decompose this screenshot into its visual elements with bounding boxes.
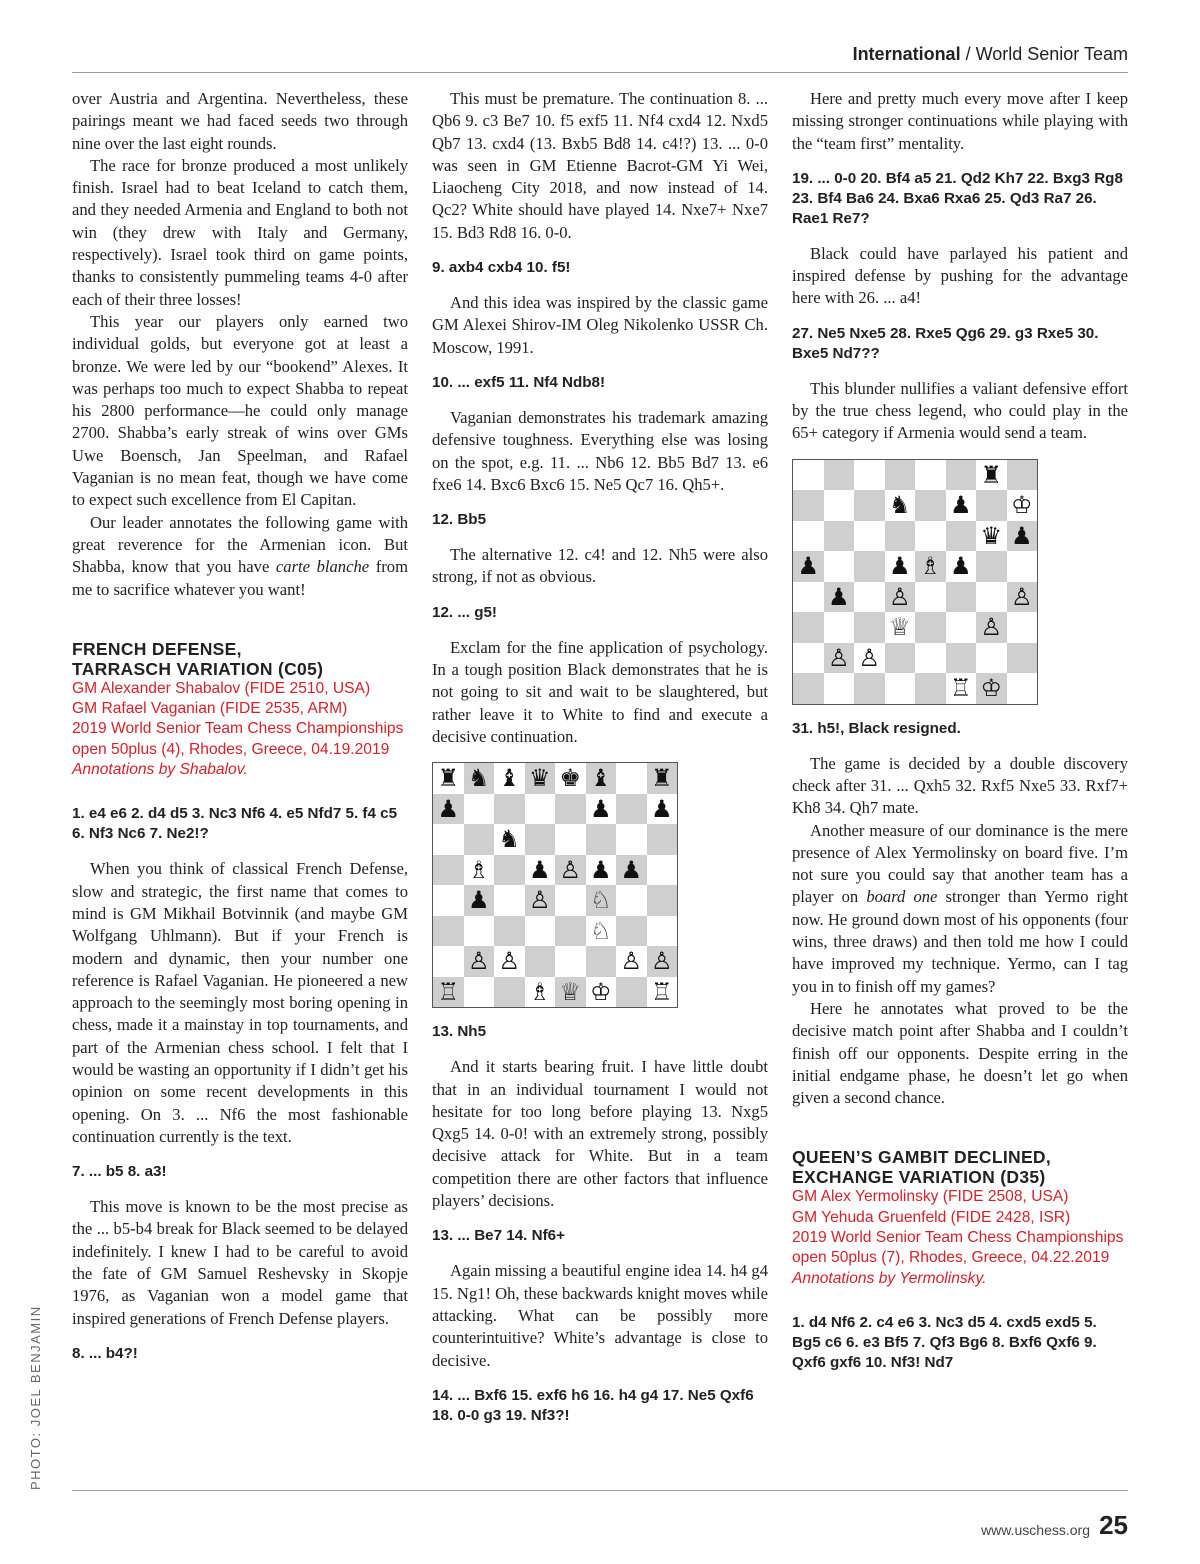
board-square — [915, 643, 946, 674]
board-square — [946, 490, 977, 521]
board-square — [885, 551, 916, 582]
board-square — [1007, 673, 1038, 704]
board-square — [976, 643, 1007, 674]
game1-annotator: Annotations by Shabalov. — [72, 761, 248, 779]
text-run: from me to sacrifice whatever you want! — [72, 557, 408, 599]
board-square — [976, 551, 1007, 582]
board-square — [494, 824, 525, 855]
board-square — [824, 582, 855, 613]
text-run: Our leader annotates the following game with great reverence for the Armenian icon. But Shabba, know that you have — [72, 512, 408, 577]
photo-credit: PHOTO: JOEL BENJAMIN — [28, 1305, 43, 1490]
board-square — [433, 916, 464, 947]
board-square — [854, 551, 885, 582]
chess-piece-icon: ♗ — [467, 855, 490, 884]
move-text: 19. ... 0-0 20. Bf4 a5 21. Qd2 Kh7 22. Bxg3 Rg8 23. Bf4 Ba6 24. Bxa6 Rxa6 25. Qd3 Ra7 26. Rae1 Re7? — [792, 169, 1123, 227]
board-square — [555, 916, 586, 947]
move-text: 13. Nh5 — [432, 1023, 487, 1041]
chess-piece-icon: ♟ — [797, 552, 819, 581]
board-square — [494, 946, 525, 977]
paragraph: Black could have parlayed his patient and inspired defense by pushing for the advantage here with 26. ... a4! — [792, 243, 1128, 308]
board-square — [555, 977, 586, 1008]
chess-piece-icon: ♕ — [559, 977, 581, 1006]
board-square — [433, 763, 464, 794]
chess-piece-icon: ♛ — [528, 764, 551, 793]
move-text: 27. Ne5 Nxe5 28. Rxe5 Qg6 29. g3 Rxe5 30. Bxe5 Nd7?? — [792, 324, 1099, 362]
board-square — [464, 763, 495, 794]
game1-title — [72, 639, 408, 679]
board-square — [525, 885, 556, 916]
header-separator: / — [960, 44, 976, 64]
board-square — [885, 643, 916, 674]
board-square — [946, 551, 977, 582]
paragraph: Again missing a beautiful engine idea 14. h4 g4 15. Ng1! Oh, these backwards knight moves while attacking. What can be possibly more counterintuitive? White’s advantage is close to decisive. — [432, 1261, 768, 1370]
move-text: 31. h5!, Black resigned. — [792, 719, 961, 737]
board-square — [915, 490, 946, 521]
board-square — [824, 643, 855, 674]
board-square — [464, 916, 495, 947]
paragraph: When you think of classical French Defense, slow and strategic, the first name that comes to mind is GM Mikhail Botvinnik (and maybe GM Wolfgang Uhlmann). But if your French is modern and dynamic, then your number one reference is Rafael Vaganian. He pioneered a new approach to the seemingly most boring opening in chess, made it a mainstay in top tournaments, and part of the Armenian chess school. I felt that I would be wasting an opportunity if I didn’t get his opinion on some recent developments in this opening. On 3. ... Nf6 the most fashionable continuation currently is the text. — [72, 859, 408, 1146]
game1-info — [72, 679, 408, 780]
chess-piece-icon: ♗ — [919, 552, 941, 581]
board-square — [1007, 582, 1038, 613]
board-square — [647, 824, 678, 855]
move-text: 12. ... g5! — [432, 603, 497, 621]
board-square — [1007, 612, 1038, 643]
chess-piece-icon: ♘ — [589, 916, 612, 945]
chess-piece-icon: ♜ — [650, 764, 673, 793]
column-3 — [792, 88, 1128, 1387]
chess-piece-icon: ♙ — [559, 855, 581, 884]
board-square — [464, 946, 495, 977]
board-square — [647, 885, 678, 916]
board-square — [555, 885, 586, 916]
chess-piece-icon: ♟ — [650, 794, 673, 823]
chess-piece-icon: ♖ — [437, 977, 459, 1006]
board-square — [793, 490, 824, 521]
chess-piece-icon: ♘ — [589, 886, 612, 915]
board-square — [464, 794, 495, 825]
board-square — [915, 551, 946, 582]
board-square — [976, 460, 1007, 491]
chess-piece-icon: ♟ — [589, 794, 612, 823]
board-square — [525, 794, 556, 825]
header-section: International — [852, 44, 961, 64]
board-square — [824, 673, 855, 704]
board-square — [885, 521, 916, 552]
game1-black-player: GM Rafael Vaganian (FIDE 2535, ARM) — [72, 700, 348, 718]
chess-piece-icon: ♖ — [650, 977, 673, 1006]
paragraph — [72, 512, 408, 601]
board-square — [915, 460, 946, 491]
board-square — [616, 885, 647, 916]
chess-piece-icon: ♙ — [888, 582, 911, 611]
chess-piece-icon: ♟ — [467, 886, 490, 915]
board-square — [525, 763, 556, 794]
chess-piece-icon: ♕ — [888, 613, 911, 642]
board-square — [946, 673, 977, 704]
board-square — [885, 582, 916, 613]
header-subsection: World Senior Team — [975, 44, 1128, 64]
board-square — [976, 612, 1007, 643]
paragraph: This blunder nullifies a valiant defensive effort by the true chess legend, who could play in the 65+ category if Armenia would send a team. — [792, 378, 1128, 443]
board-square — [586, 824, 617, 855]
board-square — [555, 946, 586, 977]
board-square — [793, 673, 824, 704]
board-square — [616, 824, 647, 855]
chess-piece-icon: ♞ — [888, 491, 911, 520]
paragraph: This must be premature. The continuation 8. ... Qb6 9. c3 Be7 10. f5 exf5 11. Nf4 cxd4 12. Nxd5 Qb7 13. cxd4 (13. Bxb5 Bd8 14. c4!?) 13. ... 0-0 was seen in GM Etienne Bacrot-GM Yi Wei, Liaocheng City 2018, and now instead of 14. Qc2? White should have played 14. Nxe7+ Nxe7 15. Bd3 Rd8 16. 0-0. — [432, 89, 768, 242]
board-square — [793, 612, 824, 643]
column-2 — [432, 88, 768, 1440]
board-square — [494, 763, 525, 794]
move-text: 12. Bb5 — [432, 511, 487, 529]
paragraph: Exclam for the fine application of psychology. In a tough position Black demonstrates that he is not going to sit and wait to be slaughtered, but rather leave it to White to find and execute a decisive continuation. — [432, 637, 768, 746]
board-square — [915, 582, 946, 613]
paragraph: over Austria and Argentina. Nevertheless, these pairings meant we had faced seeds two through nine over the last eight rounds. — [72, 89, 408, 153]
board-square — [976, 673, 1007, 704]
paragraph: And it starts bearing fruit. I have little doubt that in an individual tournament I would not hesitate for too long before playing 13. Nxg5 Qxg5 14. 0-0! with an extremely strong, possibly decisive attack for White. But in a team competition there are other factors that influence players’ decisions. — [432, 1057, 768, 1211]
chess-piece-icon: ♙ — [467, 947, 490, 976]
board-square — [555, 824, 586, 855]
move-text: 13. ... Be7 14. Nf6+ — [432, 1227, 565, 1245]
board-square — [555, 794, 586, 825]
chess-piece-icon: ♟ — [888, 552, 911, 581]
board-square — [494, 855, 525, 886]
chess-piece-icon: ♙ — [620, 947, 642, 976]
chess-piece-icon: ♟ — [949, 491, 972, 520]
board-square — [854, 582, 885, 613]
board-square — [793, 521, 824, 552]
board-square — [824, 521, 855, 552]
chess-diagram-1 — [432, 762, 678, 1008]
text-run: Another measure of our dominance is the mere presence of Alex Yermolinsky on board five. I’m not sure you could say that another team has a player on — [792, 820, 1128, 907]
paragraph: Here and pretty much every move after I keep missing stronger continuations while playing with the “team first” mentality. — [792, 89, 1128, 153]
board-square — [946, 643, 977, 674]
board-square — [494, 794, 525, 825]
board-square — [854, 490, 885, 521]
paragraph: And this idea was inspired by the classic game GM Alexei Shirov-IM Oleg Nikolenko USSR Ch. Moscow, 1991. — [432, 293, 768, 357]
paragraph: The game is decided by a double discovery check after 31. ... Qxh5 32. Rxf5 Nxe5 33. Rxf7+ Kh8 34. Qh7 mate. — [792, 753, 1128, 818]
board-square — [464, 855, 495, 886]
board-square — [824, 551, 855, 582]
chess-piece-icon: ♗ — [528, 977, 551, 1006]
chess-piece-icon: ♙ — [650, 947, 673, 976]
board-square — [885, 490, 916, 521]
board-square — [616, 855, 647, 886]
chess-piece-icon: ♔ — [589, 977, 612, 1006]
italic-text: board one — [866, 887, 938, 907]
board-square — [586, 855, 617, 886]
board-square — [1007, 490, 1038, 521]
game2-title-line: EXCHANGE VARIATION (D35) — [792, 1167, 1046, 1188]
board-square — [793, 551, 824, 582]
board-square — [915, 673, 946, 704]
chess-piece-icon: ♞ — [498, 825, 520, 854]
footer-rule — [72, 1490, 1128, 1491]
board-square — [885, 460, 916, 491]
paragraph: The alternative 12. c4! and 12. Nh5 were also strong, if not as obvious. — [432, 545, 768, 587]
board-square — [946, 582, 977, 613]
game2-title — [792, 1147, 1128, 1187]
board-square — [1007, 521, 1038, 552]
running-header — [72, 44, 1128, 72]
board-square — [555, 855, 586, 886]
chess-diagram-2 — [792, 459, 1038, 705]
board-square — [976, 490, 1007, 521]
board-square — [1007, 460, 1038, 491]
board-square — [586, 977, 617, 1008]
game1-event: 2019 World Senior Team Chess Championships open 50plus (4), Rhodes, Greece, 04.19.2019 — [72, 720, 404, 758]
game2-white-player: GM Alex Yermolinsky (FIDE 2508, USA) — [792, 1188, 1069, 1206]
footer-url[interactable]: www.uschess.org — [981, 1522, 1090, 1538]
board-square — [433, 885, 464, 916]
board-square — [824, 490, 855, 521]
board-square — [525, 824, 556, 855]
italic-text: carte blanche — [275, 557, 370, 577]
chess-piece-icon: ♖ — [949, 674, 972, 703]
board-square — [525, 946, 556, 977]
board-square — [433, 855, 464, 886]
board-square — [647, 855, 678, 886]
board-square — [586, 885, 617, 916]
chess-piece-icon: ♙ — [980, 613, 1002, 642]
board-square — [793, 643, 824, 674]
board-square — [824, 460, 855, 491]
board-square — [854, 673, 885, 704]
board-square — [464, 977, 495, 1008]
column-1 — [72, 88, 408, 1378]
move-text: 14. ... Bxf6 15. exf6 h6 16. h4 g4 17. Ne5 Qxf6 18. 0-0 g3 19. Nf3?! — [432, 1386, 754, 1424]
board-square — [1007, 643, 1038, 674]
board-square — [494, 977, 525, 1008]
board-square — [525, 977, 556, 1008]
game2-title-line: QUEEN’S GAMBIT DECLINED, — [792, 1147, 1052, 1168]
board-square — [433, 794, 464, 825]
board-square — [555, 763, 586, 794]
board-square — [586, 794, 617, 825]
chess-piece-icon: ♟ — [589, 855, 612, 884]
board-square — [946, 460, 977, 491]
chess-piece-icon: ♙ — [1010, 582, 1033, 611]
game2-black-player: GM Yehuda Gruenfeld (FIDE 2428, ISR) — [792, 1208, 1071, 1226]
board-square — [647, 977, 678, 1008]
chess-piece-icon: ♛ — [980, 521, 1002, 550]
board-square — [586, 946, 617, 977]
chess-piece-icon: ♟ — [620, 855, 642, 884]
chess-piece-icon: ♟ — [949, 552, 972, 581]
game1-title-line: TARRASCH VARIATION (C05) — [72, 658, 324, 679]
board-square — [647, 794, 678, 825]
board-square — [586, 916, 617, 947]
game1-title-line: FRENCH DEFENSE, — [72, 638, 242, 659]
chess-piece-icon: ♟ — [437, 794, 459, 823]
text-run: stronger than Yermo right now. He ground down most of his opponents (four wins, three draws) and then told me how I could have improved my technique. Yermo, can I tag you in to finish off my games? — [792, 887, 1129, 996]
chess-piece-icon: ♔ — [980, 674, 1002, 703]
board-square — [915, 612, 946, 643]
board-square — [494, 916, 525, 947]
move-text: 9. axb4 cxb4 10. f5! — [432, 259, 571, 277]
board-square — [854, 612, 885, 643]
chess-piece-icon: ♟ — [827, 582, 850, 611]
chess-piece-icon: ♝ — [589, 764, 612, 793]
board-square — [616, 977, 647, 1008]
move-text: 8. ... b4?! — [72, 1344, 138, 1362]
board-square — [464, 885, 495, 916]
board-square — [946, 612, 977, 643]
board-square — [586, 763, 617, 794]
board-square — [616, 916, 647, 947]
paragraph — [792, 820, 1128, 998]
board-square — [616, 763, 647, 794]
move-text: 10. ... exf5 11. Nf4 Ndb8! — [432, 373, 606, 391]
board-square — [915, 521, 946, 552]
board-square — [854, 460, 885, 491]
board-square — [793, 582, 824, 613]
board-square — [824, 612, 855, 643]
chess-piece-icon: ♔ — [1010, 491, 1033, 520]
paragraph: Here he annotates what proved to be the decisive match point after Shabba and I couldn’t finish off our opponents. Despite erring in the initial endgame phase, he doesn’t let go when given a second chance. — [792, 998, 1128, 1108]
board-square — [793, 460, 824, 491]
paragraph: This year our players only earned two individual golds, but everyone got at least a bronze. We were led by our “bookend” Alexes. It was perhaps too much to expect Shabba to repeat his 2800 performance—he could only manage 2700. Shabba’s early streak of wins over GMs Uwe Boensch, Jan Speelman, and Rafael Vaganian is no mean feat, though we have come to expect such excellence from El Capitan. — [72, 311, 408, 510]
board-square — [616, 794, 647, 825]
board-square — [525, 916, 556, 947]
chess-piece-icon: ♟ — [1010, 521, 1033, 550]
board-square — [647, 763, 678, 794]
chess-piece-icon: ♙ — [528, 886, 551, 915]
board-square — [885, 673, 916, 704]
game1-white-player: GM Alexander Shabalov (FIDE 2510, USA) — [72, 679, 371, 697]
chess-piece-icon: ♜ — [437, 764, 459, 793]
chess-piece-icon: ♞ — [467, 764, 490, 793]
board-square — [616, 946, 647, 977]
board-square — [433, 824, 464, 855]
chess-piece-icon: ♙ — [498, 947, 520, 976]
move-text: 1. e4 e6 2. d4 d5 3. Nc3 Nf6 4. e5 Nfd7 5. f4 c5 6. Nf3 Nc6 7. Ne2!? — [72, 805, 398, 843]
move-text: 7. ... b5 8. a3! — [72, 1163, 167, 1181]
board-square — [647, 916, 678, 947]
game2-event: 2019 World Senior Team Chess Championships open 50plus (7), Rhodes, Greece, 04.22.2019 — [792, 1229, 1124, 1267]
board-square — [976, 521, 1007, 552]
board-square — [854, 643, 885, 674]
chess-piece-icon: ♝ — [498, 764, 520, 793]
chess-piece-icon: ♙ — [858, 643, 880, 672]
move-text: 1. d4 Nf6 2. c4 e6 3. Nc3 d5 4. cxd5 exd5 5. Bg5 c6 6. e3 Bf5 7. Qf3 Bg6 8. Bxf6 Qxf6 9. Qxf6 gxf6 10. Nf3! Nd7 — [792, 1313, 1097, 1371]
game2-annotator: Annotations by Yermolinsky. — [792, 1269, 987, 1287]
paragraph: Vaganian demonstrates his trademark amazing defensive toughness. Everything else was losing on the spot, e.g. 11. ... Nb6 12. Bb5 Bd7 13. e6 fxe6 14. Bxc6 Bxc6 15. Ne5 Qc7 16. Qh5+. — [432, 407, 768, 494]
chess-piece-icon: ♟ — [528, 855, 551, 884]
header-rule — [72, 72, 1128, 73]
board-square — [854, 521, 885, 552]
board-square — [885, 612, 916, 643]
board-square — [464, 824, 495, 855]
board-square — [1007, 551, 1038, 582]
board-square — [433, 977, 464, 1008]
page-number: 25 — [1099, 1510, 1128, 1540]
board-square — [433, 946, 464, 977]
board-square — [525, 855, 556, 886]
board-square — [647, 946, 678, 977]
board-square — [494, 885, 525, 916]
board-square — [946, 521, 977, 552]
paragraph: The race for bronze produced a most unlikely finish. Israel had to beat Iceland to catch them, and they needed Armenia and England to both not win (they drew with Italy and Germany, respectively). Israel took third on game points, thanks to consistently pummeling teams 4-0 after each of their three losses! — [72, 155, 408, 309]
board-square — [976, 582, 1007, 613]
chess-piece-icon: ♚ — [559, 764, 581, 793]
game2-info — [792, 1187, 1128, 1288]
chess-piece-icon: ♜ — [980, 460, 1002, 489]
chess-piece-icon: ♙ — [827, 643, 850, 672]
paragraph: This move is known to be the most precise as the ... b5-b4 break for Black seemed to be delayed indefinitely. I knew I had to be careful to avoid the fate of GM Samuel Reshevsky in Skopje 1976, as Vaganian won a model game that inspired generations of French Defense players. — [72, 1197, 408, 1328]
